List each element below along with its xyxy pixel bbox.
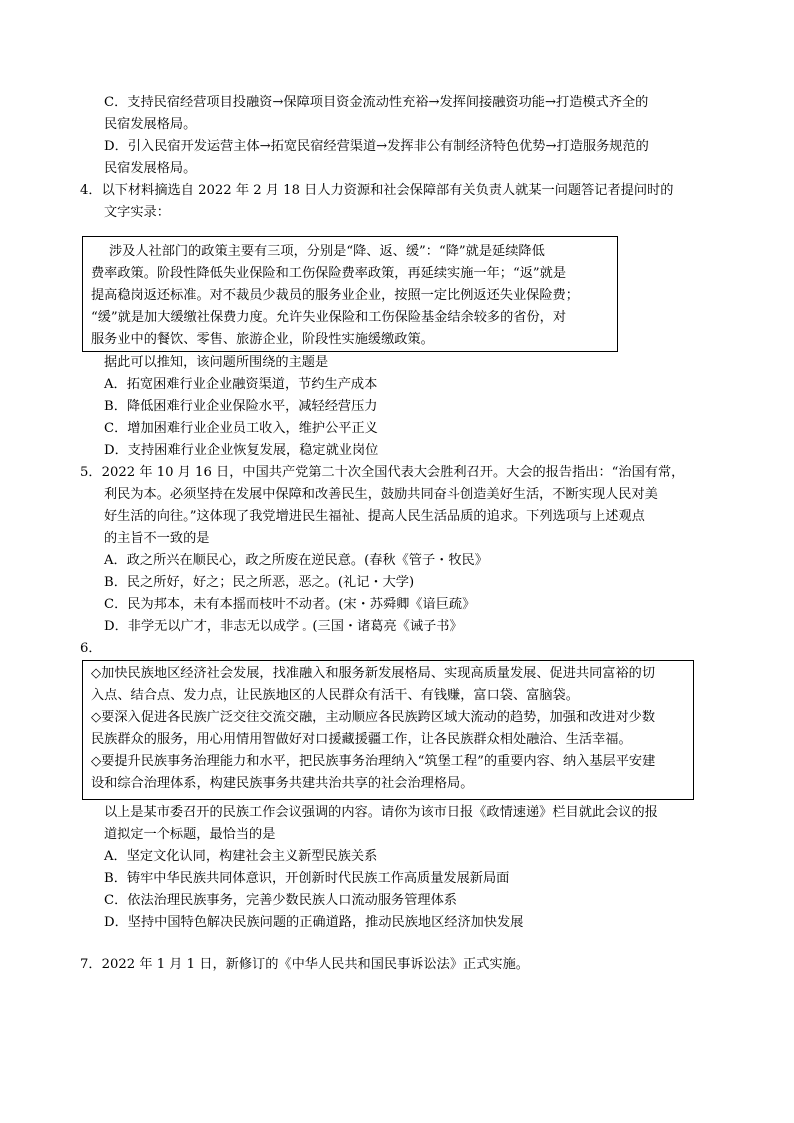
- q5-option-c: C．民为邦本，未有本摇而枝叶不动者。(宋・苏舜卿《谙巨疏》: [104, 597, 476, 612]
- q5-option-d-text: D．非学无以广才，非志无以成学: [104, 619, 300, 634]
- q6-question: 以上是某市委召开的民族工作会议强调的内容。请你为该市日报《政情速递》栏目就此会议的报: [104, 805, 658, 820]
- q5-stem-cont: 利民为本。必须坚持在发展中保障和改善民生，鼓励共同奋斗创造美好生活，不断实现人民对美: [104, 487, 658, 502]
- q7-stem: 7．2022 年 1 月 1 日，新修订的《中华人民共和国民事诉讼法》正式实施。: [80, 957, 529, 972]
- q4-material-line: 涉及人社部门的政策主要有三项，分别是“降、返、缓”：“降”就是延续降低: [109, 244, 545, 259]
- q6-material-line: 入点、结合点、发力点，让民族地区的人民群众有活干、有钱赚，富口袋、富脑袋。: [91, 688, 579, 703]
- q5-stem-cont: 的主旨不一致的是: [104, 531, 210, 546]
- q6-number: 6．: [80, 641, 102, 656]
- q5-option-d-source: (三国・诸葛亮《诫子书》: [312, 619, 463, 634]
- q4-option-b: B．降低困难行业企业保险水平，减轻经营压力: [104, 399, 378, 414]
- q6-material-line: ◇要提升民族事务治理能力和水平，把民族事务治理纳入“筑堡工程”的重要内容、纳入基层平安建: [91, 754, 656, 769]
- q6-option-b: B．铸牢中华民族共同体意识，开创新时代民族工作高质量发展新局面: [104, 871, 510, 886]
- q5-option-a: A．政之所兴在顺民心，政之所废在逆民意。(春秋《管子・牧民》: [104, 553, 488, 568]
- period-mark: 。: [299, 622, 313, 633]
- q3-option-d-cont: 民宿发展格局。: [104, 161, 197, 176]
- q4-material-line: “缓”就是加大缓缴社保费力度。允许失业保险和工伤保险基金结余较多的省份，对: [91, 310, 567, 325]
- q3-option-d: D．引入民宿开发运营主体→拓宽民宿经营渠道→发挥非公有制经济特色优势→打造服务规范的: [104, 139, 649, 154]
- q5-option-b: B．民之所好，好之；民之所恶，恶之。(礼记・大学): [104, 575, 415, 590]
- q6-material-box: [82, 660, 694, 800]
- q6-material-line: 民族群众的服务，用心用情用智做好对口援藏援疆工作，让各民族群众相处融洽、生活幸福。: [91, 732, 632, 747]
- q6-option-d: D．坚持中国特色解决民族问题的正确道路，推动民族地区经济加快发展: [104, 915, 524, 930]
- q3-option-c: C．支持民宿经营项目投融资→保障项目资金流动性充裕→发挥间接融资功能→打造模式齐全的: [104, 95, 649, 110]
- q6-question-cont: 道拟定一个标题，最恰当的是: [104, 827, 276, 842]
- q4-option-d: D．支持困难行业企业恢复发展，稳定就业岗位: [104, 443, 379, 458]
- q6-material-line: ◇要深入促进各民族广泛交往交流交融，主动顺应各民族跨区域大流动的趋势，加强和改进对少数: [91, 710, 656, 725]
- q5-stem: 5．2022 年 10 月 16 日，中国共产党第二十次全国代表大会胜利召开。大会的报告指出：“治国有常，: [80, 465, 685, 480]
- q4-material-line: 提高稳岗返还标准。对不裁员少裁员的服务业企业，按照一定比例返还失业保险费；: [91, 288, 579, 303]
- q4-stem: 4．以下材料摘选自 2022 年 2 月 18 日人力资源和社会保障部有关负责人就某一问题答记者提问时的: [80, 183, 674, 198]
- q6-option-c: C．依法治理民族事务，完善少数民族人口流动服务管理体系: [104, 893, 457, 908]
- q5-stem-cont: 好生活的向往。”这体现了我党增进民生福祉、提高人民生活品质的追求。下列选项与上述观点: [104, 509, 645, 524]
- q6-material-line: ◇加快民族地区经济社会发展，找准融入和服务新发展格局、实现高质量发展、促进共同富裕的切: [91, 666, 656, 681]
- q5-option-d: [104, 616, 463, 639]
- q4-material-line: 服务业中的餐饮、零售、旅游企业，阶段性实施缓缴政策。: [91, 332, 434, 347]
- q4-option-a: A．拓宽困难行业企业融资渠道，节约生产成本: [104, 377, 378, 392]
- q4-question: 据此可以推知，该问题所围绕的主题是: [104, 355, 329, 370]
- q4-material-line: 费率政策。阶段性降低失业保险和工伤保险费率政策，再延续实施一年；“返”就是: [91, 266, 567, 281]
- q4-option-c: C．增加困难行业企业员工收入，维护公平正义: [104, 421, 378, 436]
- q4-stem-cont: 文字实录：: [104, 205, 170, 220]
- q3-option-c-cont: 民宿发展格局。: [104, 117, 197, 132]
- q6-material-line: 设和综合治理体系，构建民族事务共建共治共享的社会治理格局。: [91, 776, 474, 791]
- q4-material-box: [82, 236, 618, 352]
- q6-option-a: A．坚定文化认同，构建社会主义新型民族关系: [104, 849, 378, 864]
